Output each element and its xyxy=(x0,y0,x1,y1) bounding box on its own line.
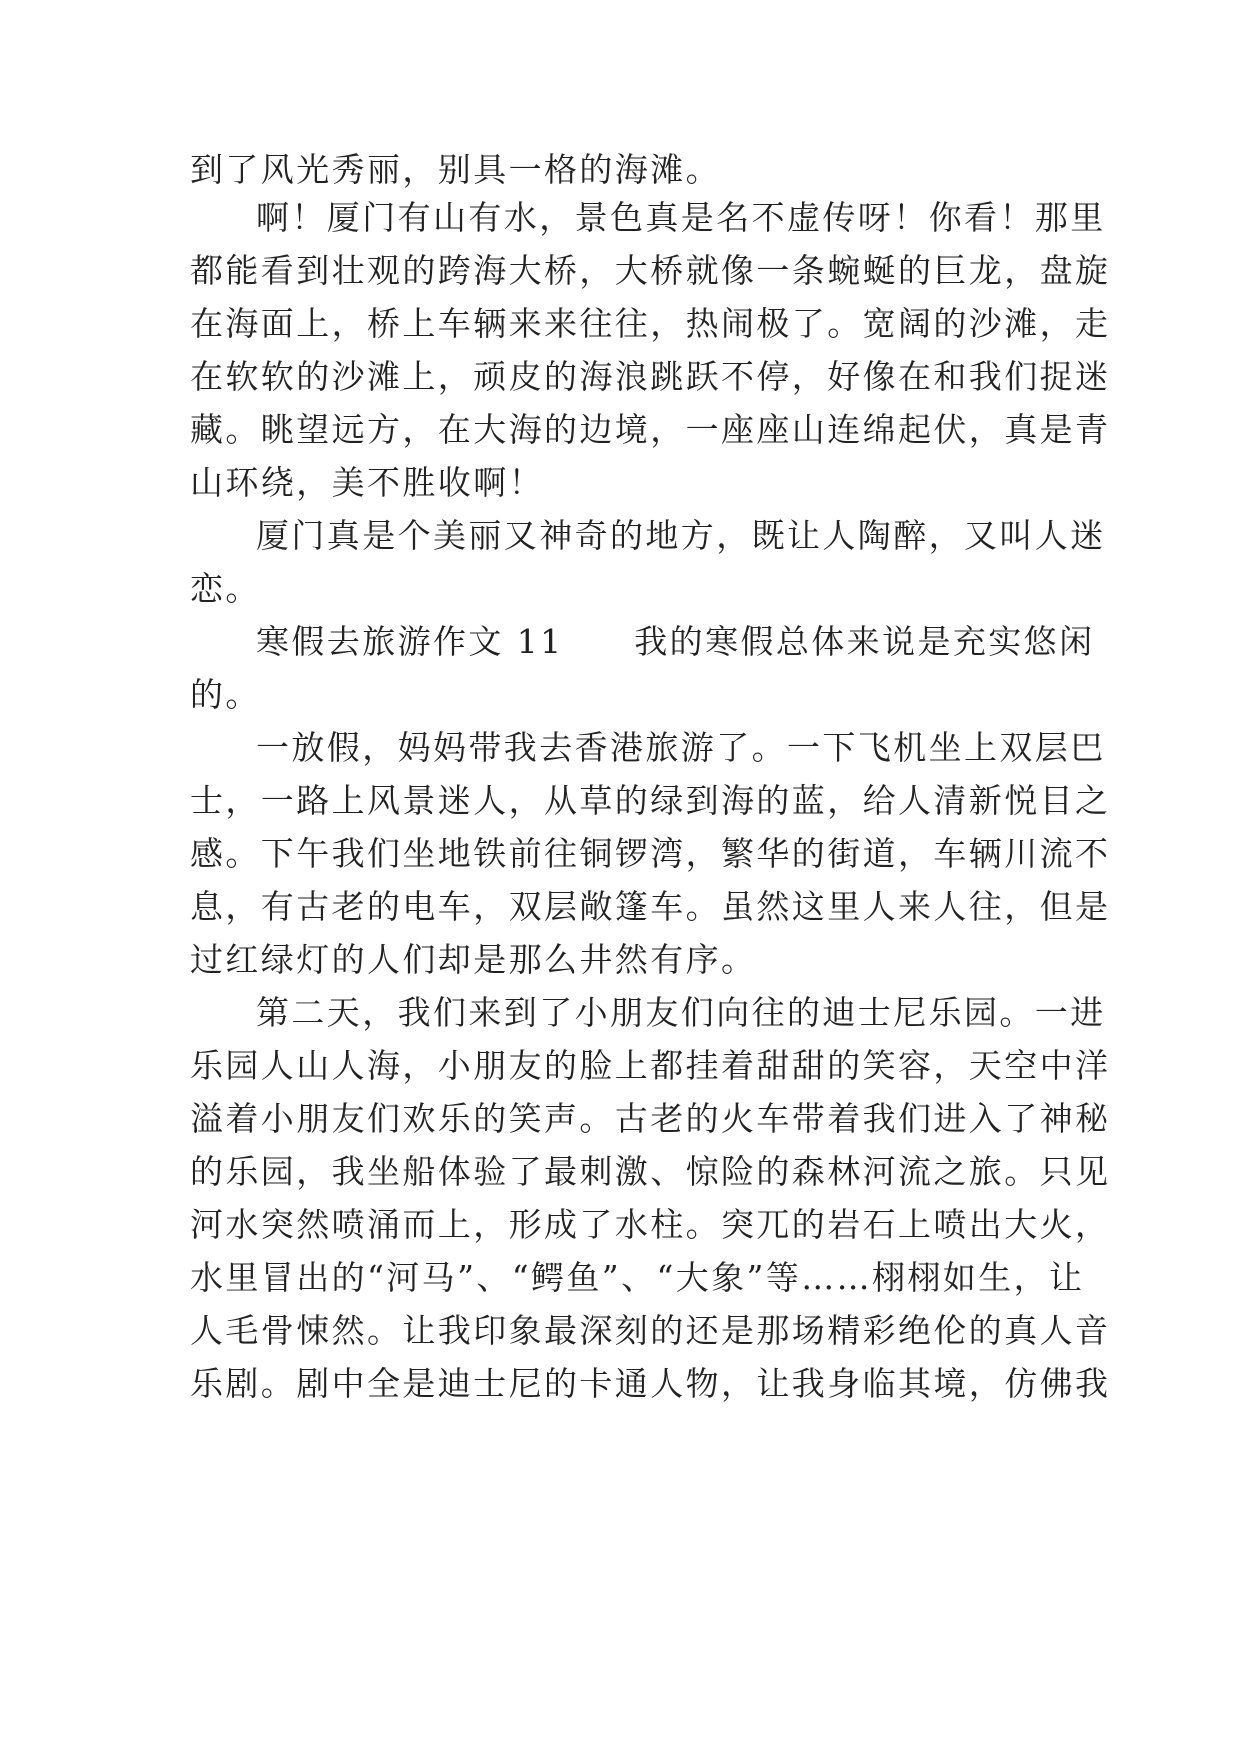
text-line: 藏。眺望远方，在大海的边境，一座座山连绵起伏，真是青 xyxy=(190,410,1111,449)
text-line: 溢着小朋友们欢乐的笑声。古老的火车带着我们进入了神秘 xyxy=(190,1099,1111,1138)
paragraph-start-line: 啊！厦门有山有水，景色真是名不虚传呀！你看！那里 xyxy=(256,198,1106,237)
text-line: 息，有古老的电车，双层敞篷车。虽然这里人来人往，但是 xyxy=(190,887,1111,926)
text-line: 水里冒出的“河马”、“鳄鱼”、“大象”等……栩栩如生，让 xyxy=(190,1258,1085,1297)
text-line: 在软软的沙滩上，顽皮的海浪跳跃不停，好像在和我们捉迷 xyxy=(190,357,1111,396)
text-line: 乐园人山人海，小朋友的脸上都挂着甜甜的笑容，天空中洋 xyxy=(190,1046,1111,1085)
text-line: 到了风光秀丽，别具一格的海滩。 xyxy=(190,150,721,189)
text-line: 过红绿灯的人们却是那么井然有序。 xyxy=(190,940,757,979)
text-line: 都能看到壮观的跨海大桥，大桥就像一条蜿蜒的巨龙，盘旋 xyxy=(190,251,1111,290)
text-line: 的。 xyxy=(190,675,261,714)
text-line: 在海面上，桥上车辆来来往往，热闹极了。宽阔的沙滩，走 xyxy=(190,304,1111,343)
paragraph-start-line: 第二天，我们来到了小朋友们向往的迪士尼乐园。一进 xyxy=(256,993,1106,1032)
paragraph-start-line: 厦门真是个美丽又神奇的地方，既让人陶醉，又叫人迷 xyxy=(256,516,1106,555)
text-line: 的乐园，我坐船体验了最刺激、惊险的森林河流之旅。只见 xyxy=(190,1152,1111,1191)
text-line: 山环绕，美不胜收啊！ xyxy=(190,463,544,502)
text-line: 感。下午我们坐地铁前往铜锣湾，繁华的街道，车辆川流不 xyxy=(190,834,1111,873)
paragraph-start-line: 一放假，妈妈带我去香港旅游了。一下飞机坐上双层巴 xyxy=(256,728,1106,767)
text-line: 士，一路上风景迷人，从草的绿到海的蓝，给人清新悦目之 xyxy=(190,781,1111,820)
text-line: 恋。 xyxy=(190,569,261,608)
text-line: 人毛骨悚然。让我印象最深刻的还是那场精彩绝伦的真人音 xyxy=(190,1311,1111,1350)
text-line: 河水突然喷涌而上，形成了水柱。突兀的岩石上喷出大火， xyxy=(190,1205,1111,1244)
section-heading-line: 寒假去旅游作文 11 我的寒假总体来说是充实悠闲 xyxy=(256,622,1095,661)
text-line: 乐剧。剧中全是迪士尼的卡通人物，让我身临其境，仿佛我 xyxy=(190,1364,1111,1403)
